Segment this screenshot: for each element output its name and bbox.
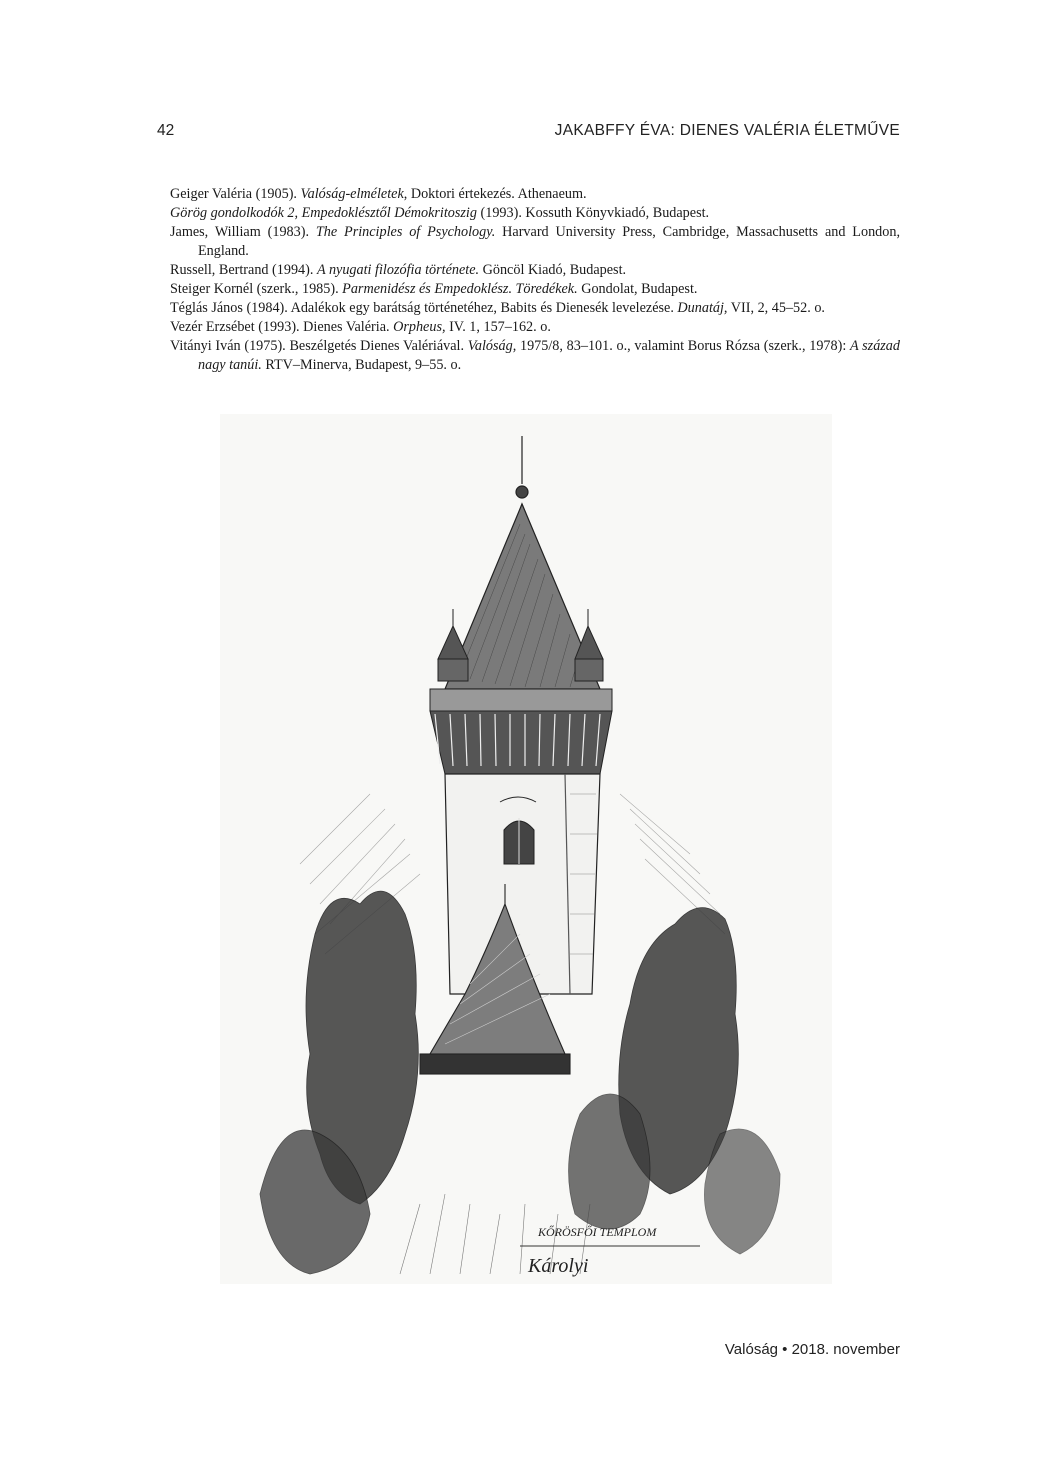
reference-text: Vitányi Iván (1975). Beszélgetés Dienes Valériával. xyxy=(170,338,468,354)
reference-title: Valóság-elméletek xyxy=(300,186,404,202)
church-tower-drawing xyxy=(220,414,832,1284)
reference-title: The Principles of Psychology. xyxy=(315,224,496,240)
drawing-canvas xyxy=(220,414,832,1284)
reference-text: Téglás János (1984). Adalékok egy barátság történetéhez, Babits és Dienesék levelezése. xyxy=(170,300,678,316)
reference-text: Russell, Bertrand (1994). xyxy=(170,262,317,278)
reference-text: Harvard University Press, Cambridge, Massachusetts and London, England. xyxy=(198,224,900,259)
reference-text: , Doktori értekezés. Athenaeum. xyxy=(403,186,587,202)
running-title: JAKABFFY ÉVA: DIENES VALÉRIA ÉLETMŰVE xyxy=(554,122,900,139)
page-footer: Valóság • 2018. november xyxy=(724,1341,900,1358)
running-header xyxy=(157,122,900,144)
reference-text: Steiger Kornél (szerk., 1985). xyxy=(170,281,343,297)
reference-title: A nyugati filozófia története. xyxy=(316,262,480,278)
reference-text: VII, 2, 45–52. o. xyxy=(727,300,825,316)
reference-item xyxy=(170,280,900,299)
reference-item xyxy=(170,204,900,223)
reference-title: Parmenidész és Empedoklész. Töredékek. xyxy=(342,281,578,297)
reference-list xyxy=(170,185,900,375)
reference-text: James, William (1983). xyxy=(170,224,316,240)
reference-item xyxy=(170,261,900,280)
tower-gallery xyxy=(430,689,612,774)
reference-title: Görög gondolkodók 2, Empedoklésztől Démokritoszig xyxy=(170,205,477,221)
reference-item xyxy=(170,318,900,337)
caption-text: KŐRÖSFŐI TEMPLOM xyxy=(538,1225,657,1239)
reference-text: (1993). Kossuth Könyvkiadó, Budapest. xyxy=(476,205,710,221)
reference-item xyxy=(170,223,900,261)
reference-text: 1975/8, 83–101. o., valamint Borus Rózsa (szerk., 1978): xyxy=(516,338,851,354)
reference-title: Dunatáj, xyxy=(677,300,728,316)
reference-text: Göncöl Kiadó, Budapest. xyxy=(479,262,627,278)
reference-item xyxy=(170,337,900,375)
reference-item xyxy=(170,185,900,204)
reference-title: A század nagy tanúi. xyxy=(198,338,900,373)
reference-title: Orpheus, xyxy=(393,319,446,335)
reference-text: Geiger Valéria (1905). xyxy=(170,186,301,202)
reference-title: Valóság, xyxy=(467,338,517,354)
reference-text: IV. 1, 157–162. o. xyxy=(445,319,551,335)
artist-signature: Károlyi xyxy=(528,1255,589,1277)
reference-text: Vezér Erzsébet (1993). Dienes Valéria. xyxy=(170,319,394,335)
page-number: 42 xyxy=(157,122,175,139)
reference-text: Gondolat, Budapest. xyxy=(577,281,698,297)
reference-text: RTV–Minerva, Budapest, 9–55. o. xyxy=(261,357,462,373)
reference-item xyxy=(170,299,900,318)
